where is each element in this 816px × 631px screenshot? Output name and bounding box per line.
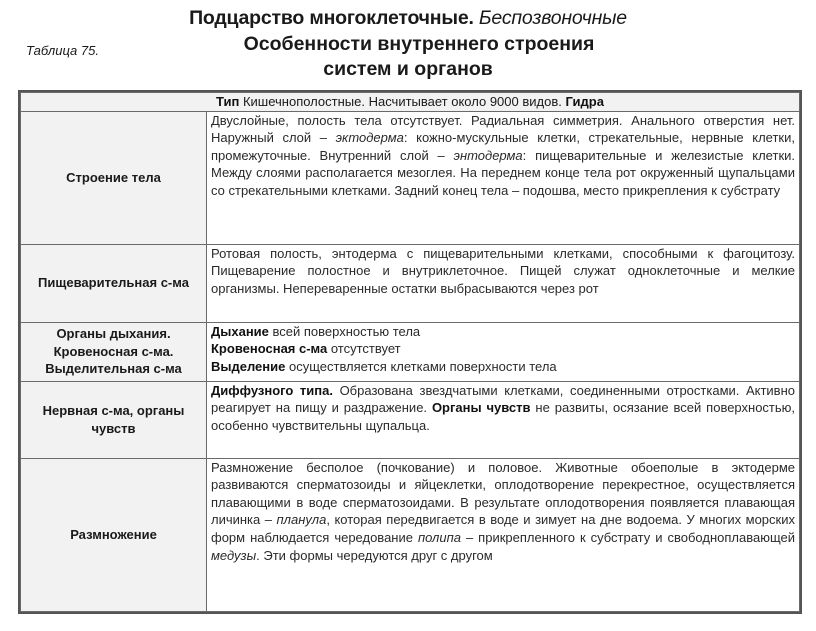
content-text-span: – прикрепленного к субстрату и свободноплавающей xyxy=(461,529,795,545)
page-title xyxy=(0,6,816,30)
subtitle-line-1: Особенности внутреннего строения xyxy=(243,33,595,55)
content-text-span: Дыхание xyxy=(211,323,269,339)
content-text-span: отсутствует xyxy=(327,341,401,357)
content-text-span: Выделение xyxy=(211,358,286,374)
row-label-respiratory: Органы дыхания. Кровеносная с-ма. Выделительная с-ма xyxy=(21,322,207,381)
content-text-span: энтодерма xyxy=(453,147,523,163)
row-label-reproduction: Размножение xyxy=(21,458,207,611)
info-table-frame xyxy=(18,90,802,614)
subtitle-line-2: систем и органов xyxy=(323,58,493,80)
content-text-span: : пищеварительные и железистые клетки. Между слоями располагается мезоглея. На переднем конце тела рот окруженный щупальцами со стрекательными клетками. Задний конец тела – подошва, место прикрепления к субстрату xyxy=(211,147,795,198)
content-text-span: полипа xyxy=(417,529,461,545)
content-text-span: , которая передвигается в воде и зимует на дне водоема. У многих морских форм наблюдается чередование xyxy=(211,512,795,545)
content-text-span: эктодерма xyxy=(335,130,404,146)
info-table xyxy=(20,92,800,612)
table-row xyxy=(21,111,800,244)
content-text-span: : кожно-мускульные клетки, стрекательные, нервные клетки, промежуточные. Внутренний слой – xyxy=(211,130,795,163)
content-text-span: не развиты, осязание всей поверхностью, особенно чувствительны щупальца. xyxy=(211,400,796,433)
row-content-body-structure xyxy=(207,111,800,244)
content-text-span: Размножение бесполое (почкование) и половое. Животные обоеполые в эктодерме развиваются сперматозоиды и яйцеклетки, оплодотворение перекрестное, осуществляется плавающими в воде сперматозоидами. В результате оплодотворения появляется плавающая личинка – xyxy=(211,459,795,528)
row-label-body-structure: Строение тела xyxy=(21,111,207,244)
type-prefix: Тип xyxy=(216,94,240,109)
table-row xyxy=(21,381,800,458)
content-text-span: Ротовая полость, энтодерма с пищеварительными клетками, способными к фагоцитозу. Пищеварение полостное и внутриклеточное. Пищей служат одноклеточные и мелкие организмы. Непереваренные остатки выбрасываются через рот xyxy=(211,245,795,296)
row-content-reproduction xyxy=(207,458,800,611)
title-bold: Подцарство многоклеточные. xyxy=(189,7,474,29)
table-row xyxy=(21,244,800,322)
content-text-span: осуществляется клетками поверхности тела xyxy=(285,358,557,374)
content-text-span: Кровеносная с-ма xyxy=(211,341,328,357)
row-label-nervous: Нервная с-ма, органы чувств xyxy=(21,381,207,458)
table-row xyxy=(21,322,800,381)
type-row xyxy=(21,93,800,112)
content-text-span: Органы чувств xyxy=(431,400,531,416)
table-row xyxy=(21,458,800,611)
title-italic: Беспозвоночные xyxy=(478,7,627,29)
content-text-span: Диффузного типа. xyxy=(211,382,333,398)
content-text-span: всей поверхностью тела xyxy=(268,323,421,339)
page-header xyxy=(0,6,816,88)
type-example: Гидра xyxy=(565,94,604,109)
row-label-digestive: Пищеварительная с-ма xyxy=(21,244,207,322)
content-text-span: . Эти формы чередуются друг с другом xyxy=(256,547,493,563)
content-line xyxy=(211,358,795,376)
row-content-nervous xyxy=(207,381,800,458)
content-line xyxy=(211,323,795,341)
row-content-respiratory xyxy=(207,322,800,381)
type-text: Кишечнополостные. Насчитывает около 9000 видов. xyxy=(242,94,562,109)
content-line xyxy=(211,340,795,358)
content-text-span: медузы xyxy=(211,547,257,563)
content-text-span: Образована звездчатыми клетками, соединенными отростками. Активно реагирует на пищу и раздражение. xyxy=(211,382,796,416)
content-text-span: планула xyxy=(276,512,327,528)
table-number: Таблица 75. xyxy=(26,43,99,58)
row-content-digestive xyxy=(207,244,800,322)
content-text-span: Двуслойные, полость тела отсутствует. Радиальная симметрия. Анального отверстия нет. Наружный слой – xyxy=(211,112,795,146)
type-row-cell xyxy=(21,93,800,112)
